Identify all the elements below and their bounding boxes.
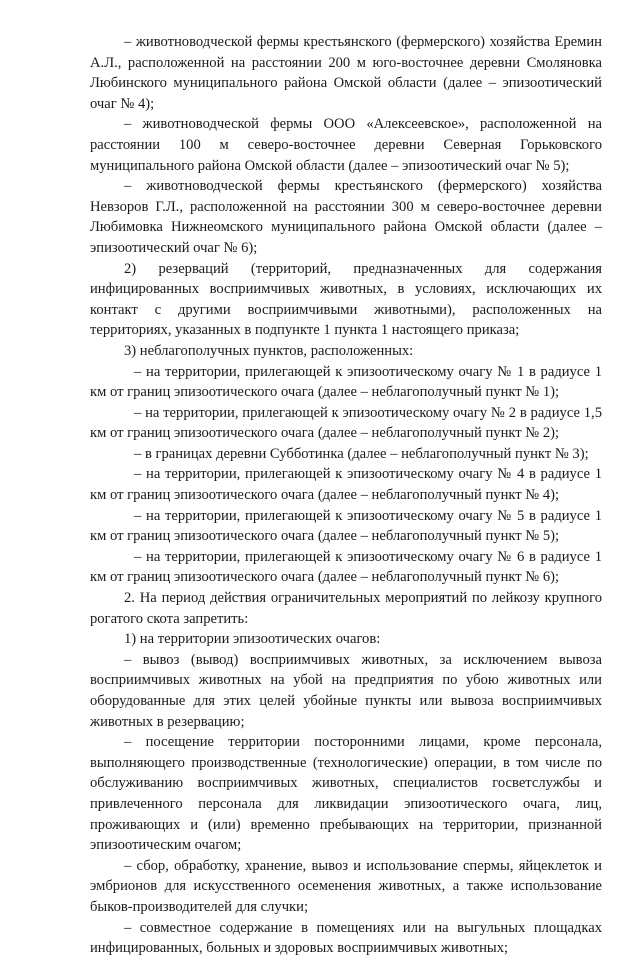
- paragraph-point-2: – на территории, прилегающей к эпизоотическому очагу № 2 в радиусе 1,5 км от границ эпизоотического очага (далее – неблагополучный пункт № 2);: [90, 404, 602, 442]
- paragraph-ban-export: – вывоз (вывод) восприимчивых животных, за исключением вывоза восприимчивых животных на убой на предприятия по убою животных или оборудованные для этих целей убойные пункты или вывоза восприимчивых животных в резервацию;: [90, 651, 602, 730]
- paragraph-unfavorable-points-heading: 3) неблагополучных пунктов, расположенных:: [124, 342, 414, 359]
- document-page: [90, 32, 602, 959]
- paragraph-point-3: – в границах деревни Субботинка (далее – неблагополучный пункт № 3);: [134, 445, 589, 462]
- paragraph-focus-6: – животноводческой фермы крестьянского (фермерского) хозяйства Невзоров Г.Л., расположенной на расстоянии 300 м северо-восточнее деревни Любимовка Нижнеомского муниципального района Омской области (далее – эпизоотический очаг № 6);: [90, 178, 602, 256]
- paragraph-point-6: – на территории, прилегающей к эпизоотическому очагу № 6 в радиусе 1 км от границ эпизоотического очага (далее – неблагополучный пункт № 6);: [90, 548, 602, 586]
- paragraph-focus-territory-heading: 1) на территории эпизоотических очагов:: [124, 631, 381, 648]
- paragraph-focus-5: – животноводческой фермы ООО «Алексеевское», расположенной на расстоянии 100 м северо-восточнее деревни Северная Горьковского муниципального района Омской области (далее – эпизоотический очаг № 5);: [90, 116, 602, 174]
- paragraph-point-4: – на территории, прилегающей к эпизоотическому очагу № 4 в радиусе 1 км от границ эпизоотического очага (далее – неблагополучный пункт № 4);: [90, 466, 602, 504]
- paragraph-point-5: – на территории, прилегающей к эпизоотическому очагу № 5 в радиусе 1 км от границ эпизоотического очага (далее – неблагополучный пункт № 5);: [90, 507, 602, 545]
- paragraph-focus-4: – животноводческой фермы крестьянского (фермерского) хозяйства Еремин А.Л., расположенной на расстоянии 200 м юго-восточнее деревни Смоляновка Любинского муниципального района Омской области (далее – эпизоотический очаг № 4);: [90, 34, 602, 112]
- paragraph-ban-joint-keeping: – совместное содержание в помещениях или на выгульных площадках инфицированных, больных и здоровых восприимчивых животных;: [90, 919, 602, 957]
- paragraph-reservations: 2) резерваций (территорий, предназначенных для содержания инфицированных восприимчивых животных, в условиях, исключающих их контакт с другими восприимчивыми животными), расположенных на территориях, указанных в подпункте 1 пункта 1 настоящего приказа;: [90, 260, 602, 339]
- paragraph-ban-semen: – сбор, обработку, хранение, вывоз и использование спермы, яйцеклеток и эмбрионов для искусственного осеменения животных, а также использование быков-производителей для случки;: [90, 857, 602, 915]
- paragraph-point-1: – на территории, прилегающей к эпизоотическому очагу № 1 в радиусе 1 км от границ эпизоотического очага (далее – неблагополучный пункт № 1);: [90, 363, 602, 401]
- paragraph-prohibitions-heading: 2. На период действия ограничительных мероприятий по лейкозу крупного рогатого скота запретить:: [90, 590, 602, 627]
- paragraph-ban-visits: – посещение территории посторонними лицами, кроме персонала, выполняющего производственные (технологические) операции, в том числе по обслуживанию восприимчивых животных, специалистов госветслужбы и привлеченного персонала для ликвидации эпизоотического очага, лиц, проживающих и (или) временно пребывающих на территории, признанной эпизоотическим очагом;: [90, 734, 602, 854]
